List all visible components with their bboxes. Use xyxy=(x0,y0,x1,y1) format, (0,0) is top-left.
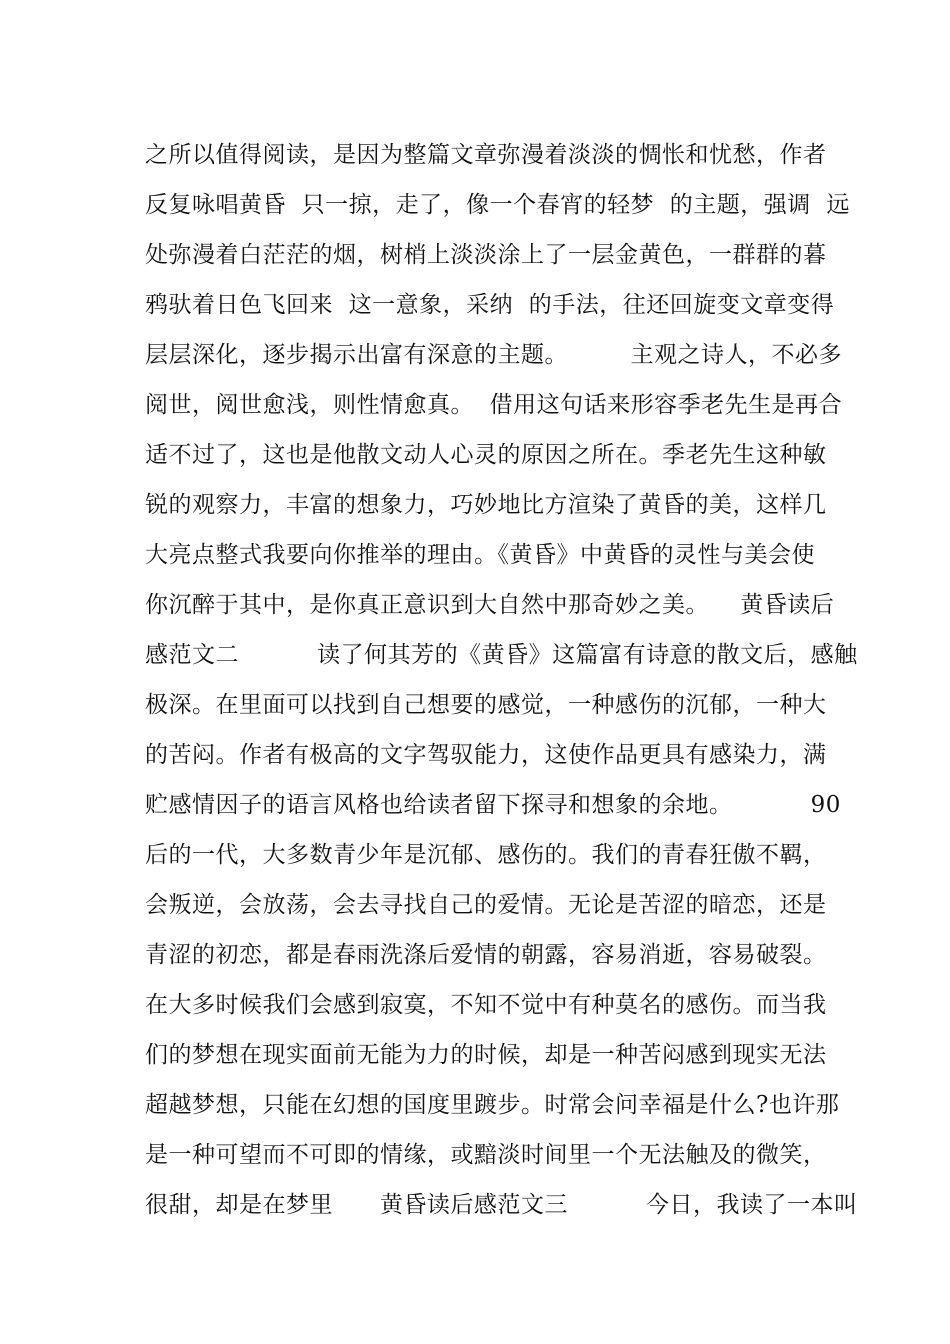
text-line-14: 贮感情因子的语言风格也给读者留下探寻和想象的余地。 90 xyxy=(145,792,841,818)
text-line-3: 处弥漫着白茫茫的烟，树梢上淡淡涂上了一层金黄色，一群群的暮 xyxy=(145,242,827,268)
body-text xyxy=(145,130,858,1230)
text-line-9: 大亮点整式我要向你推举的理由。《黄昏》中黄昏的灵性与美会使 xyxy=(145,542,815,568)
text-line-10: 你沉醉于其中，是你真正意识到大自然中那奇妙之美。 黄昏读后 xyxy=(145,592,835,618)
text-line-6: 阅世，阅世愈浅，则性情愈真。 借用这句话来形容季老先生是再合 xyxy=(145,392,843,418)
text-line-2: 反复咏唱黄昏 只一掠，走了，像一个春宵的轻梦 的主题，强调 远 xyxy=(145,192,850,218)
text-line-18: 在大多时候我们会感到寂寞，不知不觉中有种莫名的感伤。而当我 xyxy=(145,992,827,1018)
text-line-17: 青涩的初恋，都是春雨洗涤后爱情的朝露，容易消逝，容易破裂。 xyxy=(145,942,827,968)
text-line-5: 层层深化，逐步揭示出富有深意的主题。 主观之诗人，不必多 xyxy=(145,342,842,368)
text-line-8: 锐的观察力，丰富的想象力，巧妙地比方渲染了黄昏的美，这样几 xyxy=(145,492,827,518)
text-line-12: 极深。在里面可以找到自己想要的感觉，一种感伤的沉郁，一种大 xyxy=(145,692,827,718)
text-line-21: 是一种可望而不可即的情缘，或黯淡时间里一个无法触及的微笑， xyxy=(145,1142,827,1168)
text-line-22: 很甜，却是在梦里 黄昏读后感范文三 今日，我读了一本叫 xyxy=(145,1192,858,1218)
text-line-19: 们的梦想在现实面前无能为力的时候，却是一种苦闷感到现实无法 xyxy=(145,1042,827,1068)
text-line-4: 鸦驮着日色飞回来 这一意象，采纳 的手法，往还回旋变文章变得 xyxy=(145,292,835,318)
text-line-16: 会叛逆，会放荡，会去寻找自己的爱情。无论是苦涩的暗恋，还是 xyxy=(145,892,827,918)
text-line-1: 之所以值得阅读，是因为整篇文章弥漫着淡淡的惆怅和忧愁，作者 xyxy=(145,142,827,168)
text-line-11: 感范文二 读了何其芳的《黄昏》这篇富有诗意的散文后，感触 xyxy=(145,642,858,668)
text-line-7: 适不过了，这也是他散文动人心灵的原因之所在。季老先生这种敏 xyxy=(145,442,827,468)
text-line-15: 后的一代，大多数青少年是沉郁、感伤的。我们的青春狂傲不羁， xyxy=(145,842,827,868)
text-line-13: 的苦闷。作者有极高的文字驾驭能力，这使作品更具有感染力，满 xyxy=(145,742,827,768)
text-line-20: 超越梦想，只能在幻想的国度里踱步。时常会问幸福是什么?也许那 xyxy=(145,1092,840,1118)
